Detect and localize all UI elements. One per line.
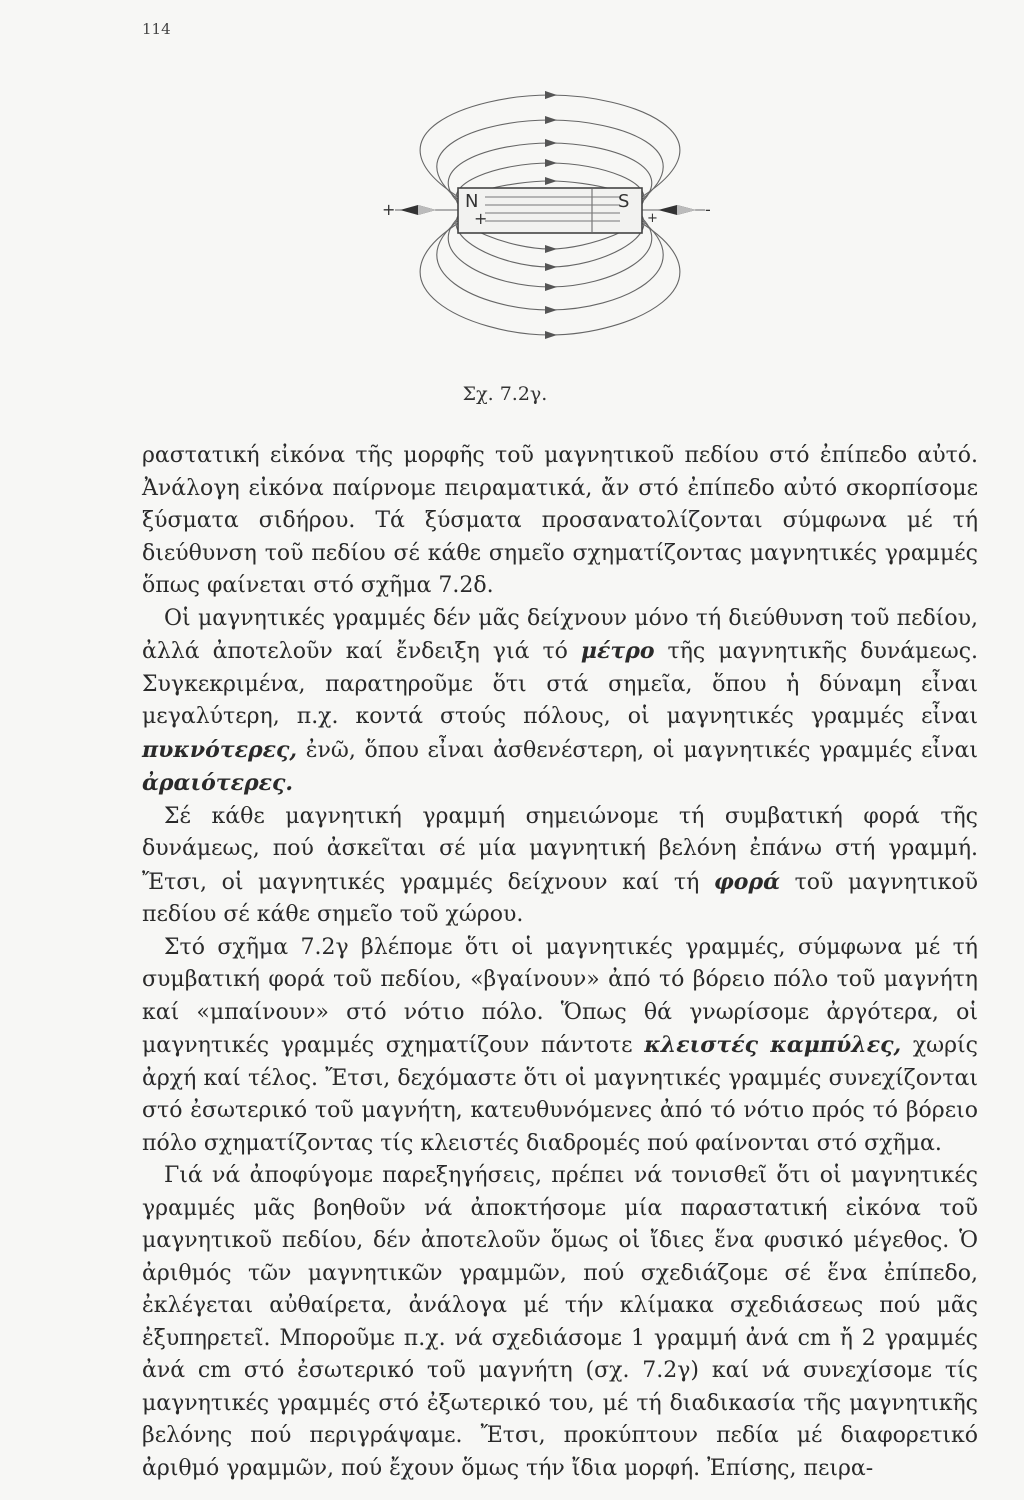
right-needle-minus: - [705, 200, 711, 219]
emphasis-kleistes-kampyles: κλειστές καμπύλες, [644, 1032, 902, 1058]
page-number: 114 [142, 20, 171, 38]
left-compass-needle [382, 200, 436, 219]
figure-caption: Σχ. 7.2γ. [462, 383, 548, 405]
left-needle-plus: + [382, 200, 396, 219]
paragraph: ραστατική εἰκόνα τῆς μορφῆς τοῦ μαγνητικοῦ πεδίου στό ἐπίπεδο αὐτό. Ἀνάλογη εἰκόνα παίρνομε πειραματικά, ἄν στό ἐπίπεδο αὐτό σκορπίσομε ξύσματα σιδήρου. Τά ξύσματα προσανατολίζονται σύμφωνα μέ τή διεύθυνση τοῦ πεδίου σέ κάθε σημεῖο σχηματίζοντας μαγνητικές γραμμές ὅπως φαίνεται στό σχῆμα 7.2δ. [142, 443, 978, 598]
field-line [420, 222, 680, 335]
magnet-field-figure [300, 75, 800, 375]
paragraph: Γιά νά ἀποφύγομε παρεξηγήσεις, πρέπει νά τονισθεῖ ὅτι οἱ μαγνητικές γραμμές μᾶς βοηθοῦν νά ἀποκτήσομε μία παραστατική εἰκόνα τοῦ μαγνητικοῦ πεδίου, δέν ἀποτελοῦν ὅμως οἱ ἴδιες ἕνα φυσικό μέγεθος. Ὁ ἀριθμός τῶν μαγνητικῶν γραμμῶν, πού σχεδιάζομε σέ ἕνα ἐπίπεδο, ἐκλέγεται αὐθαίρετα, ἀνάλογα μέ τήν κλίμακα σχεδιάσεως πού μᾶς ἐξυπηρετεῖ. Μποροῦμε π.χ. νά σχεδιάσομε 1 γραμμή ἀνά cm ἤ 2 γραμμές ἀνά cm στό ἐσωτερικό τοῦ μαγνήτη (σχ. 7.2γ) καί νά συνεχίσομε τίς μαγνητικές γραμμές στό ἐξωτερικό του, μέ τή διαδικασία τῆς μαγνητικῆς βελόνης πού περιγράψαμε. Ἔτσι, προκύπτουν πεδία μέ διαφορετικό ἀριθμό γραμμῶν, πού ἔχουν ὅμως τήν ἴδια μορφή. Ἐπίσης, πειρα- [142, 1163, 978, 1481]
body-text [142, 440, 978, 1485]
south-pole-label: S [618, 191, 630, 212]
emphasis-fora: φορά [713, 868, 781, 895]
north-pole-label: N [465, 191, 479, 212]
paragraph: Σέ κάθε μαγνητική γραμμή σημειώνομε τή συμβατική φορά τῆς δυνάμεως, πού ἀσκεῖται σέ μία μαγνητική βελόνη ἐπάνω στή γραμμή. Ἔτσι, οἱ μαγνητικές γραμμές δείχνουν καί τή φορά τοῦ μαγνητικοῦ πεδίου σέ κάθε σημεῖο τοῦ χώρου. [142, 803, 978, 927]
paragraph: Στό σχῆμα 7.2γ βλέπομε ὅτι οἱ μαγνητικές γραμμές, σύμφωνα μέ τή συμβατική φορά τοῦ πεδίου, «βγαίνουν» ἀπό τό βόρειο πόλο τοῦ μαγνήτη καί «μπαίνουν» στό νότιο πόλο. Ὅπως θά γνωρίσομε ἀργότερα, οἱ μαγνητικές γραμμές σχηματίζουν πάντοτε κλειστές καμπύλες, χωρίς ἀρχή καί τέλος. Ἔτσι, δεχόμαστε ὅτι οἱ μαγνητικές γραμμές συνεχίζονται στό ἐσωτερικό τοῦ μαγνήτη, κατευθυνόμενες ἀπό τό νότιο πρός τό βόρειο πόλο σχηματίζοντας τίς κλειστές διαδρομές πού φαίνονται στό σχῆμα. [142, 934, 978, 1156]
south-plus-sign: + [647, 211, 658, 226]
north-plus-sign: + [474, 209, 488, 228]
emphasis-pyknoteres: πυκνότερες, [142, 736, 298, 763]
emphasis-araioteres: ἀραιότερες. [142, 770, 294, 796]
paragraph: Οἱ μαγνητικές γραμμές δέν μᾶς δείχνουν μόνο τή διεύθυνση τοῦ πεδίου, ἀλλά ἀποτελοῦν καί ἔνδειξη γιά τό μέτρο τῆς μαγνητικῆς δυνάμεως. Συγκεκριμένα, παρατηροῦμε ὅτι στά σημεῖα, ὅπου ἡ δύναμη εἶναι μεγαλύτερη, π.χ. κοντά στούς πόλους, οἱ μαγνητικές γραμμές εἶναι πυκνότερες, ἐνῶ, ὅπου εἶναι ἀσθενέστερη, οἱ μαγνητικές γραμμές εἶναι ἀραιότερες. [142, 605, 979, 796]
emphasis-metro: μέτρο [580, 638, 655, 664]
